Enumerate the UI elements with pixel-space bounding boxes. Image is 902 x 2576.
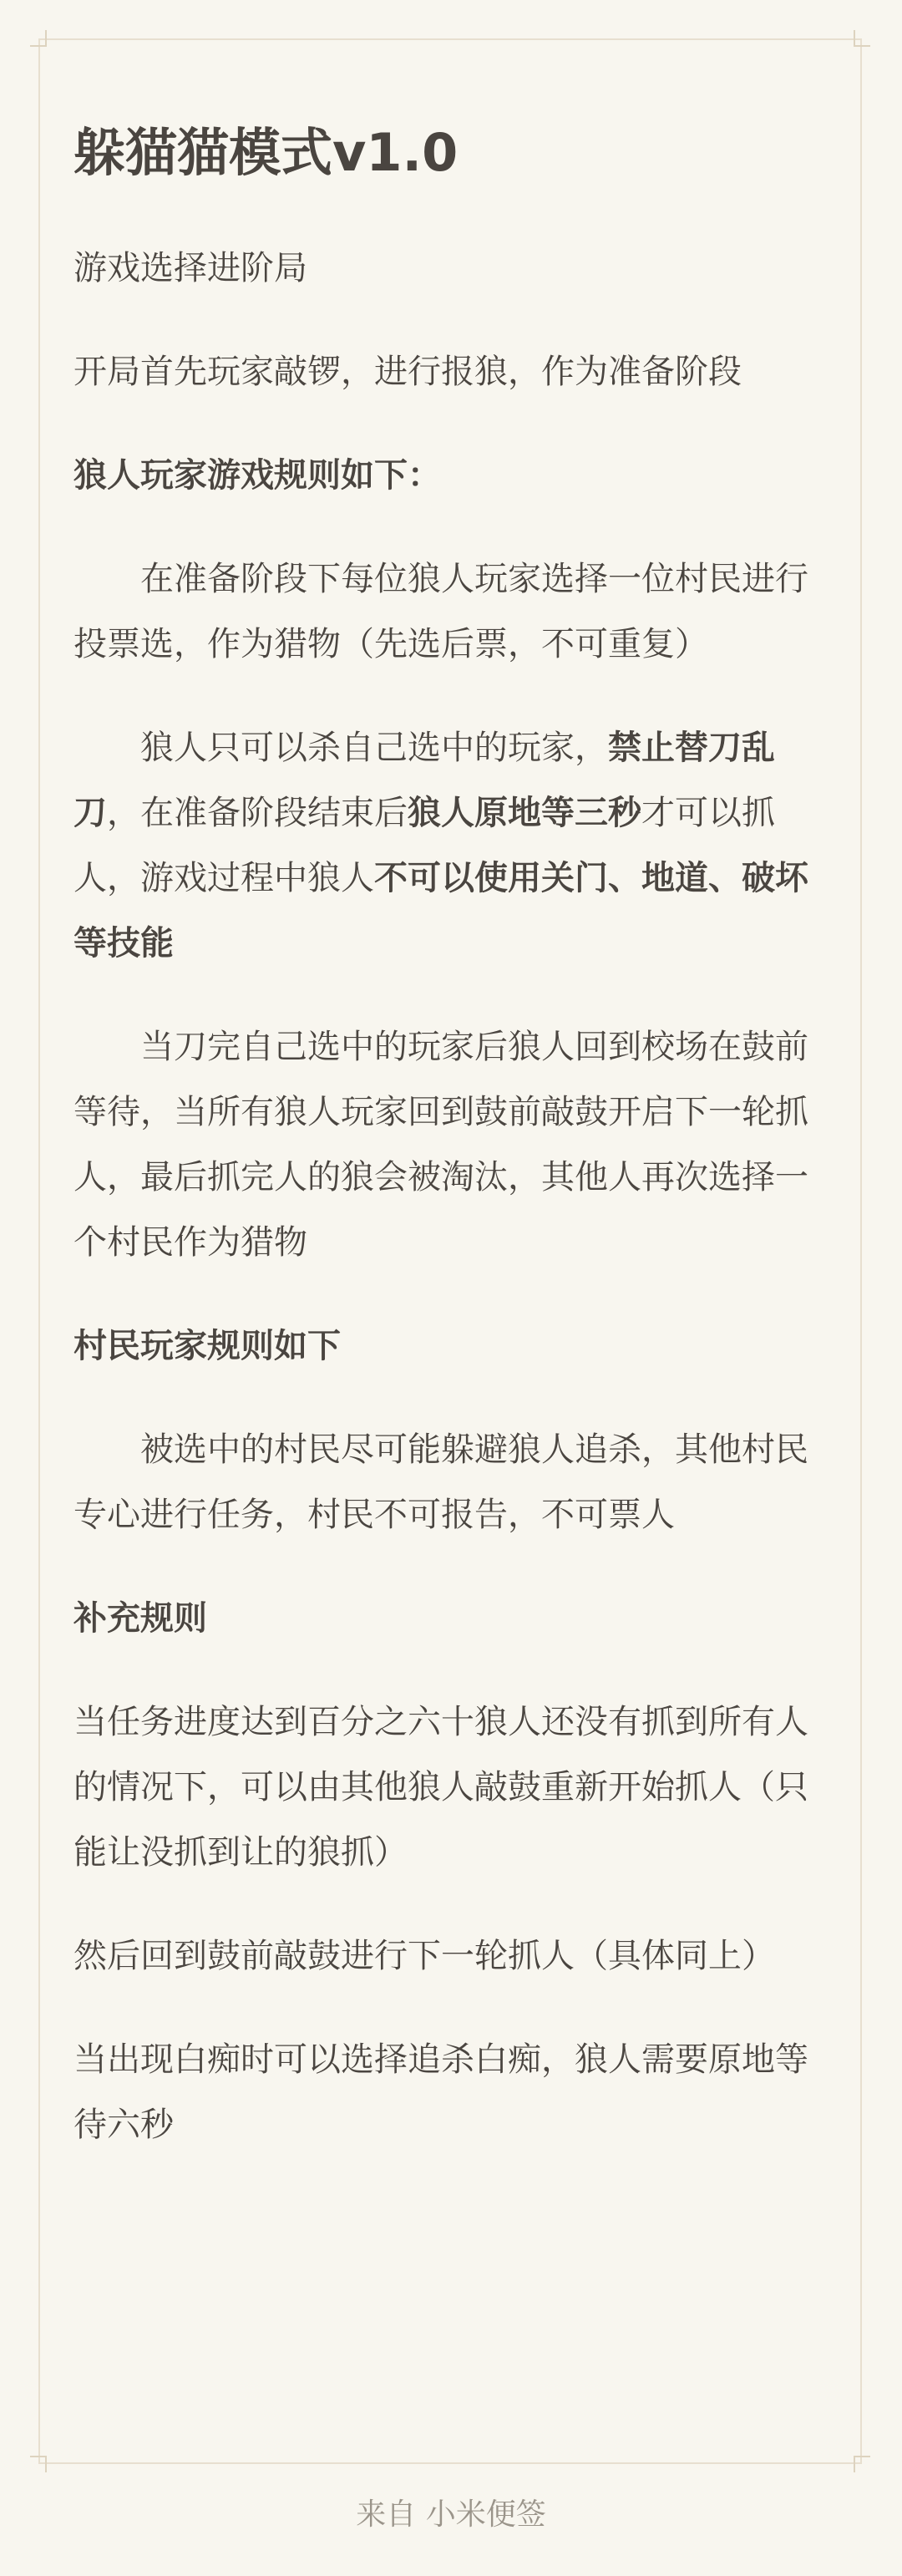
text-segment: 狼人只可以杀自己选中的玩家， <box>140 729 608 767</box>
frame-corner-ornament <box>30 2456 47 2472</box>
frame-corner-ornament <box>854 30 870 47</box>
note-content <box>73 117 830 2196</box>
note-paragraph: 当刀完自己选中的玩家后狼人回到校场在鼓前等待，当所有狼人玩家回到鼓前敲鼓开启下一轮抓人，最后抓完人的狼会被淘汰，其他人再次选择一个村民作为猎物 <box>73 1028 808 1262</box>
note-paragraph: 在准备阶段下每位狼人玩家选择一位村民进行投票选，作为猎物（先选后票，不可重复） <box>73 560 808 663</box>
text-segment: ，在准备阶段结束后 <box>107 794 408 832</box>
text-segment: 才可以抓人，游戏过程中狼人 <box>73 794 775 897</box>
note-paragraph: 被选中的村民尽可能躲避狼人追杀，其他村民专心进行任务，村民不可报告，不可票人 <box>73 1430 808 1534</box>
note-paragraph: 当任务进度达到百分之六十狼人还没有抓到所有人的情况下，可以由其他狼人敲鼓重新开始抓人（只能让没抓到让的狼抓） <box>73 1703 808 1872</box>
section-heading-villager-rules: 村民玩家规则如下 <box>73 1327 341 1365</box>
frame-corner-ornament <box>854 2456 870 2472</box>
note-paragraph: 当出现白痴时可以选择追杀白痴，狼人需要原地等待六秒 <box>73 2040 808 2144</box>
bold-rule: 禁止替刀乱刀 <box>73 729 775 832</box>
frame-corner-ornament <box>30 30 47 47</box>
bold-rule: 不可以使用关门、地道、破坏等技能 <box>73 859 808 963</box>
note-paragraph: 然后回到鼓前敲鼓进行下一轮抓人（具体同上） <box>73 1937 775 1975</box>
source-footer: 来自 小米便签 <box>356 2497 546 2532</box>
section-heading-extra-rules: 补充规则 <box>73 1599 207 1638</box>
note-paragraph: 开局首先玩家敲锣，进行报狼，作为准备阶段 <box>73 353 742 391</box>
note-title: 躲猫猫模式v1.0 <box>73 122 459 183</box>
note-paragraph-mixed <box>73 715 830 976</box>
bold-rule: 狼人原地等三秒 <box>408 794 641 832</box>
note-paragraph: 游戏选择进阶局 <box>73 249 307 287</box>
section-heading-werewolf-rules: 狼人玩家游戏规则如下： <box>73 456 441 495</box>
